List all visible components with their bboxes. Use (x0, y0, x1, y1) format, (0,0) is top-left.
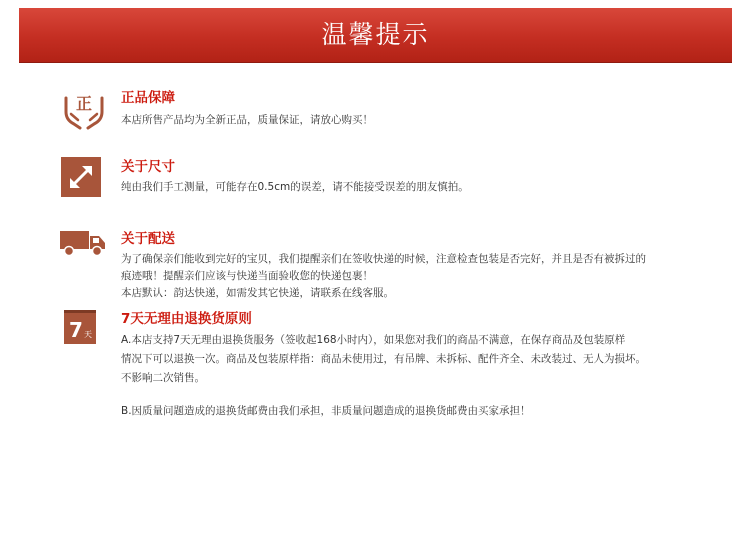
genuine-line-1: 本店所售产品均为全新正品，质量保证，请放心购买！ (121, 114, 373, 126)
section-title-size: 关于尺寸 (121, 159, 175, 175)
calendar-7-days-icon (63, 307, 97, 345)
calendar-number: 7 (69, 318, 83, 342)
header-banner (19, 8, 732, 63)
calendar-unit: 天 (84, 330, 92, 339)
size-line-1: 纯由我们手工测量，可能存在0.5cm的误差，请不能接受误差的朋友慎拍。 (121, 181, 469, 193)
hands-genuine-icon (60, 90, 108, 132)
returns-line-3: 不影响二次销售。 (121, 372, 205, 384)
resize-arrows-icon (61, 157, 101, 197)
delivery-truck-icon (60, 229, 106, 257)
shipping-line-2: 痕迹哦！提醒亲们应该与快递当面验收您的快递包裹！ (121, 270, 373, 282)
returns-note: B.因质量问题造成的退换货邮费由我们承担，非质量问题造成的退换货邮费由买家承担！ (121, 405, 531, 417)
returns-line-1: A.本店支持7天无理由退换货服务（签收起168小时内），如果您对我们的商品不满意，在保存商品及包装原样 (121, 334, 626, 346)
section-title-returns: 7天无理由退换货原则 (121, 311, 252, 327)
shipping-line-3: 本店默认：韵达快递，如需发其它快递，请联系在线客服。 (121, 287, 394, 299)
icon-genuine-char: 正 (75, 94, 93, 113)
section-title-genuine: 正品保障 (121, 90, 175, 106)
returns-line-2: 情况下可以退换一次。商品及包装原样指：商品未使用过，有吊牌、未拆标、配件齐全、未改装过、无人为损坏。 (121, 353, 646, 365)
shipping-line-1: 为了确保亲们能收到完好的宝贝，我们提醒亲们在签收快递的时候，注意检查包装是否完好，并且是否有被拆过的 (121, 253, 646, 265)
banner-title: 温馨提示 (321, 20, 430, 49)
section-title-shipping: 关于配送 (121, 231, 175, 247)
